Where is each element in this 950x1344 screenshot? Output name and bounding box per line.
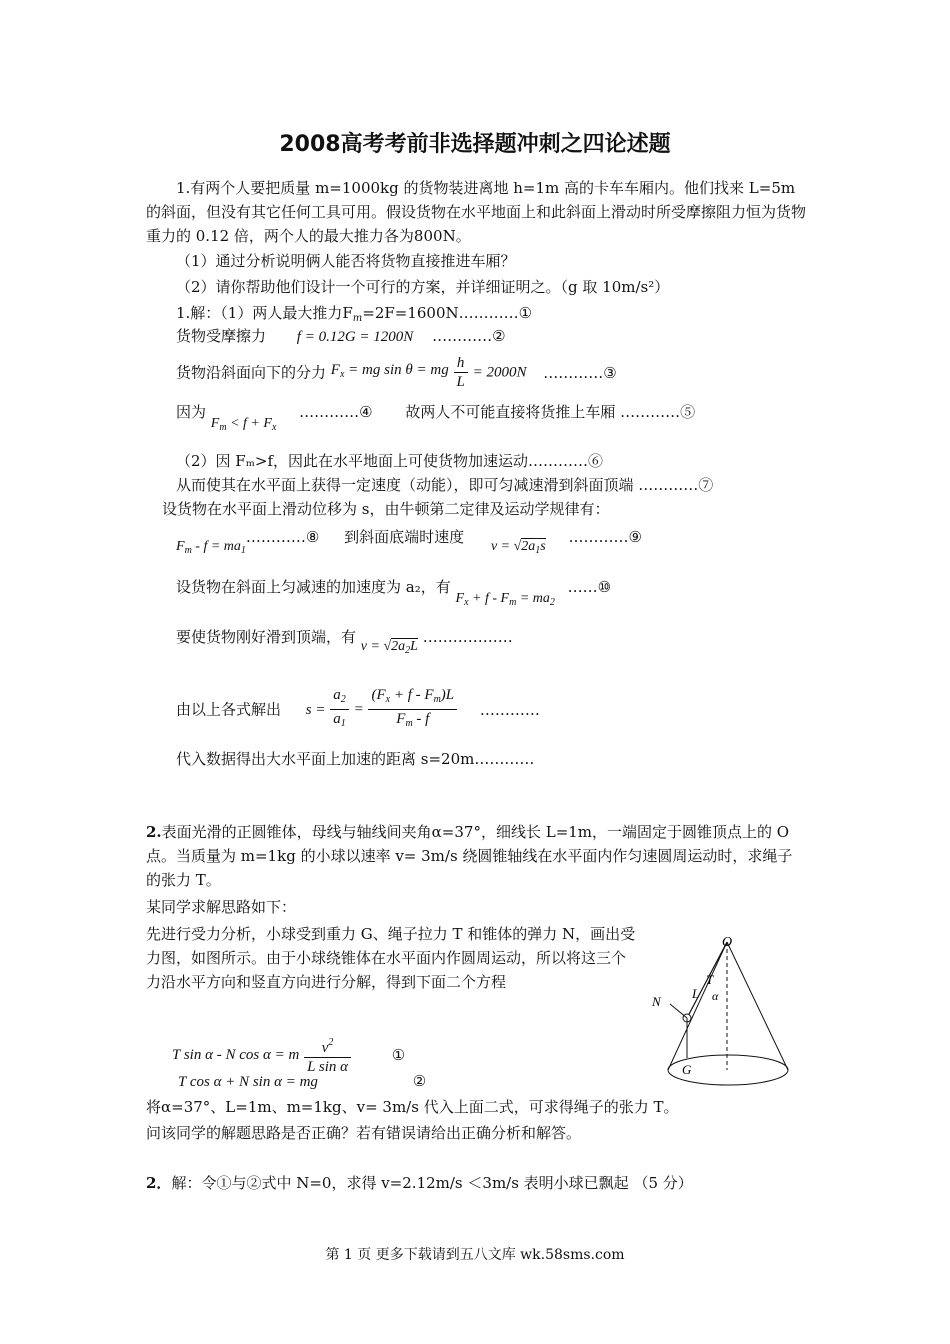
label-L: L [692, 986, 700, 1001]
q1-component-line: 货物沿斜面向下的分力 $F_x$ = mg sin θ = mg $\frac{h}{L}$ = 2000N …………③ [176, 355, 617, 390]
q1-friction-line: 货物受摩擦力 f = 0.12G = 1200N …………② [176, 327, 506, 345]
q1-decel-line: 设货物在斜面上匀减速的加速度为 a₂，有 $F_x + f - F_m = ma_2$ ……⑩ [176, 578, 612, 608]
q2-approach: 某同学求解思路如下： [146, 898, 297, 916]
q2-question: 问该同学的解题思路是否正确？若有错误请给出正确分析和解答。 [146, 1124, 582, 1142]
page-footer: 第 1 页 更多下载请到五八文库 wk.58sms.com [325, 1247, 625, 1263]
q2-equation1: T sin α - N cos α = m $\frac{v^2}{\text{L sin α}}$ ① [172, 1034, 405, 1076]
q2-substitute: 将α=37°、L=1m、m=1kg、v= 3m/s 代入上面二式，可求得绳子的张力 T。 [146, 1098, 679, 1116]
q1-newton-line: $F_m$ - $f = ma_1\dots\dots\dots\dots ⑧$ 到斜面底端时速度 $v = √2a_1s$ …………⑨ [176, 528, 642, 556]
label-G: G [682, 1062, 692, 1077]
q1-line8: 设货物在水平面上滑动位移为 s，由牛顿第二定律及运动学规律有： [162, 500, 610, 518]
label-O: O [722, 935, 733, 950]
q1-part2-solution: （2）因 Fₘ>f，因此在水平地面上可使货物加速运动…………⑥ [176, 452, 604, 470]
q1-part1: （1）通过分析说明俩人能否将货物直接推进车厢？ [176, 252, 516, 270]
q1-part2: （2）请你帮助他们设计一个可行的方案，并详细证明之。（g 取 10m/s²） [176, 278, 670, 296]
q2-equation2: T cos α + N sin α = mg ② [178, 1072, 427, 1090]
cone-diagram [650, 932, 800, 1102]
label-T: T [706, 972, 714, 987]
normal-force-arrow [670, 1004, 687, 1018]
q1-solve-line: 由以上各式解出 s = $\frac{a_2}{a_1}$ = $\frac{(F_x + f - F_m)L}{F_m - f}$ ………… [176, 687, 540, 729]
q1-solution-line1: 1.解：（1）两人最大推力$F_m=2F=1600N\dots\dots\dots\dots ①$ [176, 304, 533, 324]
q1-because-line: 因为 $F_m < f + F_x$ …………④ 故两人不可能直接将货推上车厢 …………⑤ [176, 403, 696, 433]
q1-final: 代入数据得出大水平面上加速的距离 s=20m………… [176, 750, 535, 768]
label-N: N [652, 994, 661, 1009]
page-title: 2008高考考前非选择题冲刺之四论述题 [279, 132, 671, 157]
q1-top-line: 要使货物刚好滑到顶端，有 $v = √2a_2L$ ……………… [176, 628, 513, 656]
q2-stem: 2.表面光滑的正圆锥体，母线与轴线间夹角α=37°，细线长 L=1m，一端固定于圆锥顶点上的 O 点。当质量为 m=1kg 的小球以速率 v= 3m/s 绕圆锥轴线在水平面内作匀速圆周运动时，求绳子的张力 T。 [146, 823, 793, 889]
q2-analysis: 先进行受力分析，小球受到重力 G、绳子拉力 T 和锥体的弹力 N，画出受力图，如图所示。由于小球绕锥体在水平面内作圆周运动，所以将这三个力沿水平方向和竖直方向进行分解，得到下面二个方程 [146, 925, 636, 991]
label-alpha: α [712, 989, 719, 1003]
q2-answer: 2．解：令①与②式中 N=0，求得 v=2.12m/s ＜3m/s 表明小球已飘起 （5 分） [146, 1174, 693, 1192]
q1-stem: 1.有两个人要把质量 m=1000kg 的货物装进离地 h=1m 高的卡车车厢内。他们找来 L=5m 的斜面，但没有其它任何工具可用。假设货物在水平地面上和此斜面上滑动时所受摩擦阻力恒为货物重力的 0.12 倍，两个人的最大推力各为800N。 [146, 179, 807, 245]
q1-line7: 从而使其在水平面上获得一定速度（动能），即可匀减速滑到斜面顶端 …………⑦ [176, 476, 714, 494]
